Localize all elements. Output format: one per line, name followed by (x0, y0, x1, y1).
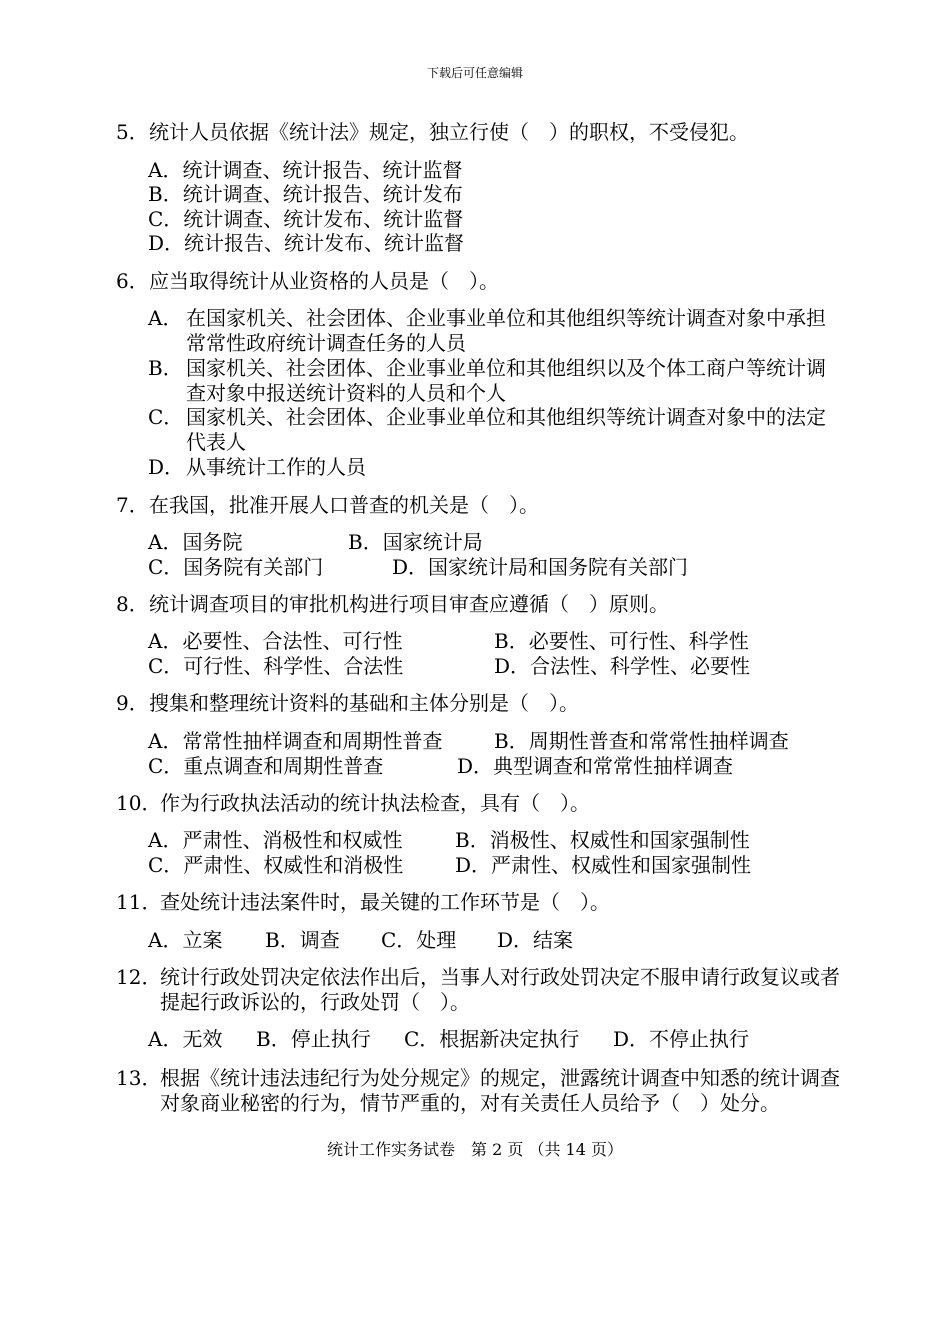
question-text: 作为行政执法活动的统计执法检查，具有（ ）。 (160, 791, 590, 815)
option-b: B．调查 (265, 928, 340, 952)
option-d: D．不停止执行 (613, 1027, 750, 1051)
option-c: C．严肃性、权威性和消极性 (148, 853, 404, 877)
question-text: 统计行政处罚决定依法作出后，当事人对行政处罚决定不服申请行政复议或者提起行政诉讼的，行政处罚（ ）。 (160, 965, 840, 1014)
question-number: 13． (116, 1066, 162, 1090)
option-b: B．必要性、可行性、科学性 (494, 629, 749, 653)
question-8 (116, 592, 842, 617)
question-number: 12． (116, 965, 162, 989)
page-header: 下载后可任意编辑 (426, 66, 523, 80)
option-b: B．统计调查、统计报告、统计发布 (148, 182, 463, 206)
option-a: A．常常性抽样调查和周期性普查 (148, 729, 443, 753)
option-text: 从事统计工作的人员 (186, 455, 366, 479)
option-text: 国家机关、社会团体、企业事业单位和其他组织等统计调查对象中的法定代表人 (186, 405, 826, 454)
question-5 (116, 120, 842, 145)
question-text: 根据《统计违法违纪行为处分规定》的规定，泄露统计调查中知悉的统计调查对象商业秘密的行为，情节严重的，对有关责任人员给予（ ）处分。 (160, 1066, 840, 1115)
question-text: 统计人员依据《统计法》规定，独立行使（ ）的职权，不受侵犯。 (149, 120, 749, 144)
question-text: 查处统计违法案件时，最关键的工作环节是（ ）。 (160, 890, 610, 914)
question-number: 11． (116, 890, 162, 914)
option-c: C．重点调查和周期性普查 (148, 754, 384, 778)
page-footer: 统计工作实务试卷 第 2 页 （共 14 页） (327, 1140, 623, 1159)
question-number: 8． (116, 592, 149, 616)
option-d: D．统计报告、统计发布、统计监督 (148, 231, 465, 255)
question-text: 在我国，批准开展人口普查的机关是（ ）。 (149, 493, 539, 517)
option-text: 在国家机关、社会团体、企业事业单位和其他组织等统计调查对象中承担常常性政府统计调查任务的人员 (186, 306, 826, 355)
option-b: B．周期性普查和常常性抽样调查 (494, 729, 789, 753)
question-number: 9． (116, 691, 149, 715)
option-c: C．处理 (381, 928, 457, 952)
question-text: 应当取得统计从业资格的人员是（ ）。 (149, 269, 499, 293)
option-d: D．典型调查和常常性抽样调查 (457, 754, 734, 778)
option-b (148, 356, 838, 406)
option-b: B．消极性、权威性和国家强制性 (455, 828, 750, 852)
question-number: 6． (116, 269, 149, 293)
option-a (148, 306, 838, 356)
question-number: 10． (116, 791, 162, 815)
option-b: B．国家统计局 (348, 530, 483, 554)
question-11 (116, 890, 842, 915)
question-10 (116, 791, 842, 816)
option-d: D．国家统计局和国务院有关部门 (392, 555, 689, 579)
question-number: 5． (116, 120, 149, 144)
question-text: 统计调查项目的审批机构进行项目审查应遵循（ ）原则。 (149, 592, 669, 616)
option-a: A．统计调查、统计报告、统计监督 (148, 158, 463, 182)
option-b: B．停止执行 (256, 1027, 371, 1051)
question-6 (116, 269, 842, 294)
question-12 (116, 965, 842, 1015)
option-d: D．合法性、科学性、必要性 (494, 654, 751, 678)
option-text: 国家机关、社会团体、企业事业单位和其他组织以及个体工商户等统计调查对象中报送统计资料的人员和个人 (186, 356, 826, 405)
option-c: C．可行性、科学性、合法性 (148, 654, 404, 678)
option-d: D．结案 (497, 928, 574, 952)
option-a: A．国务院 (148, 530, 243, 554)
option-label: D． (148, 455, 185, 479)
question-text: 搜集和整理统计资料的基础和主体分别是（ ）。 (149, 691, 579, 715)
question-9 (116, 691, 842, 716)
option-a: A．严肃性、消极性和权威性 (148, 828, 403, 852)
option-d (148, 455, 838, 480)
option-a: A．立案 (148, 928, 223, 952)
option-a: A．无效 (148, 1027, 223, 1051)
option-c: C．根据新决定执行 (404, 1027, 580, 1051)
question-13 (116, 1066, 842, 1116)
option-label: C． (148, 405, 184, 429)
option-label: B． (148, 356, 183, 380)
option-c: C．统计调查、统计发布、统计监督 (148, 207, 464, 231)
option-c (148, 405, 838, 455)
question-7 (116, 493, 842, 518)
option-a: A．必要性、合法性、可行性 (148, 629, 403, 653)
option-label: A． (148, 306, 183, 330)
option-c: C．国务院有关部门 (148, 555, 324, 579)
question-number: 7． (116, 493, 149, 517)
option-d: D．严肃性、权威性和国家强制性 (455, 853, 752, 877)
